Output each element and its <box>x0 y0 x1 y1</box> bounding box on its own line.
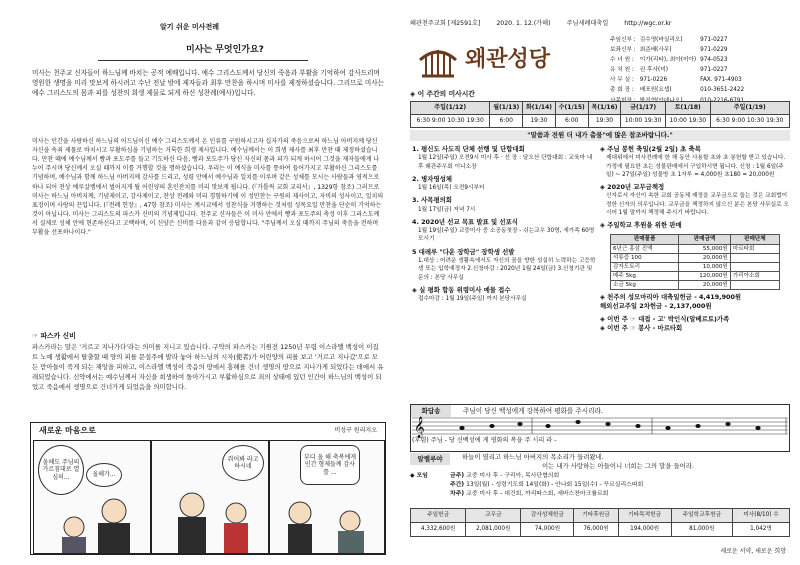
mass-day: 주일(1/12) <box>411 102 490 115</box>
offering-value: 76,000원 <box>574 523 618 537</box>
comic-header <box>31 423 385 439</box>
staff-cell: 010-3651-2422 <box>700 87 745 94</box>
paschal-heading: ☞ 파스카 신비 <box>32 332 76 340</box>
comic-panel-3 <box>269 440 385 554</box>
notice-heading: ◈ 2020년 교무금책정 <box>600 183 665 192</box>
mass-time: 10:00 19:30 <box>621 115 666 128</box>
comic-strip <box>30 422 386 555</box>
alleluia-box <box>410 453 790 471</box>
meeting-detail: 교중 미사 후 - 대건회, 까리따스회, 세바스찬마크률르회 <box>466 491 609 498</box>
notice-heading: 2. 병자영성체 <box>412 174 452 183</box>
staff-cell: 971-0227 <box>700 67 728 74</box>
meetings-heading: ◆ 모임 <box>410 473 428 479</box>
offering-value: 74,000원 <box>521 523 574 537</box>
mass-day: 수(1/15) <box>555 102 588 115</box>
offering-value: 4,332,600원 <box>411 523 466 537</box>
duty-name: ◈ 이번 주 ☞ 대접 <box>600 314 653 323</box>
notice-body: 1월 12일(주일) 오전9시 미사 후 · 선 장 : 달오산 단합대회 : 교육마 내 후 왜관주우회 이니소장 <box>418 155 593 170</box>
offering-name: 해외선교주일 2차헌금 <box>600 302 665 311</box>
mass-time: 19:30 <box>523 115 556 128</box>
offering-header: 기타목적헌금 <box>618 509 671 523</box>
notice-heading: ◈ 실 평화 합동 위령미사 예물 접수 <box>412 285 511 294</box>
notice-heading: 1. 평신도 사도직 단체 선행 및 단합대회 <box>412 145 525 153</box>
offering-value: 81,000원 <box>671 523 732 537</box>
sale-cell: 메주 5kg <box>611 271 679 280</box>
mass-time: 19:30 <box>588 115 621 128</box>
sale-cell: 소금 5kg <box>611 280 679 289</box>
sale-cell: 마르타회 <box>730 244 779 253</box>
staff-cell: 이가(리타), 최아(미아) <box>639 57 697 64</box>
notice-item <box>600 145 790 179</box>
paschal-paragraph: 파스카라는 말은 '거르고 지나가다'라는 의미를 지니고 있습니다. 구약의 파스카는 기원전 1250년 무렵 이스라엘 백성이 이집트 노예 생활에서 탈출할 때 양의 피를 문설주에 발라 놓아 하느님의 시자(使者)가 어린양의 피를 보고 '거르고 지나갔'으로 모든 맏아들이 죽게 되는 재앙을 피하고, 이스라엘 백성이 죽음의 땅에서 홍해를 건너 생명의 땅으로 지나가게 되었다는 데에서 유래되었습니다. 신약에서는 예수님께서 자신을 희생하여 돌아가시고 부활하심으로 죄의 상태에 있던 인간이 하느님의 백성이 되었고 죽음에서 생명으로 건너가게 되었음을 의미합니다. <box>32 343 384 391</box>
notice-item <box>600 183 790 217</box>
sale-cell: 20,000원 <box>679 253 730 262</box>
table-row <box>611 280 780 289</box>
alleluia-verse <box>462 453 694 470</box>
sale-cell <box>730 262 779 271</box>
table-row <box>611 244 780 253</box>
parish-name: 왜관성당 <box>465 46 551 72</box>
sale-table <box>610 234 780 290</box>
offering-line <box>600 302 790 311</box>
offering-line <box>600 293 790 302</box>
sale-header: 판매단체 <box>730 235 779 244</box>
alleluia-line: 하늘이 열리고 하느님 아버지의 목소리가 들려왔네. <box>462 453 604 461</box>
meeting-label: 금주) <box>450 473 467 479</box>
mass-time: 10:00 19:30 <box>665 115 710 128</box>
comic-title: 새로운 마음으로 <box>39 426 96 435</box>
svg-text:𝄞: 𝄞 <box>414 417 425 438</box>
speech-bubble: 부디 올 해 축복에게 인간 형제들께 감사를 ... <box>300 445 360 485</box>
mass-day: 토(1/18) <box>665 102 710 115</box>
music-staff-icon <box>412 414 788 438</box>
title-divider <box>98 60 308 61</box>
footer-slogan: 새로운 서약, 새로운 희망 <box>720 548 786 555</box>
meetings-section <box>410 472 790 499</box>
notice-heading: ◈ 주님 봉헌 축일(2월 2일) 초 축복 <box>600 145 701 153</box>
notices-right-column <box>600 145 790 333</box>
offering-header: 미사(8/10) 수 <box>733 509 790 523</box>
staff-cell: 사 무 실 : <box>610 77 634 84</box>
family-figure-icon <box>270 441 384 553</box>
masthead-line <box>410 20 685 29</box>
issue-date: 2020. 1. 12.(가해) <box>496 20 551 27</box>
notice-heading: ◈ 주일학교 후원을 위한 판매 <box>600 221 682 230</box>
mass-day: 금(1/17) <box>621 102 666 115</box>
staff-cell: 권 후사(미) <box>639 67 668 74</box>
sale-cell: 20,000원 <box>679 280 730 289</box>
sale-cell: 감자도토리 <box>611 262 679 271</box>
notice-item <box>412 175 597 193</box>
staff-cell: 최준배(사무) <box>639 47 672 54</box>
alleluia-line: 이는 내가 사랑하는 아들이니 너희는 그의 말을 들어라. <box>542 461 695 470</box>
meeting-row <box>450 481 790 490</box>
sale-cell <box>730 253 779 262</box>
mass-day: 월(1/13) <box>490 102 523 115</box>
meeting-detail: 13일(월) - 성령기도회 14일(화) - 안나회 15일(수) - 꾸르실리스따회 <box>466 482 644 489</box>
offering-value: 194,000원 <box>618 523 671 537</box>
sale-cell: 석류즙 100 <box>611 253 679 262</box>
staff-row <box>610 46 746 54</box>
notice-body: 1.대상 : 어려운 생활속에서도 자신의 꿈을 향한 성실히 노력하는 고등학생 또는 입학예정자 2.신청마감 : 2020년 1월 24일(금) 3.신청기관 및 문의 : 본당 사무실 <box>418 258 596 281</box>
table-row <box>611 253 780 262</box>
staff-cell: 주임신부 : <box>610 37 636 43</box>
duty-line <box>600 324 790 333</box>
notice-body: 1월 16일(목) 오전9시부터 <box>418 185 485 192</box>
staff-cell: 971-0227 <box>700 37 728 43</box>
mass-schedule-table <box>410 101 790 128</box>
staff-cell: 971-0229 <box>700 47 728 54</box>
staff-cell: 배포원(요셉) <box>639 87 672 94</box>
mass-day: 목(1/16) <box>588 102 621 115</box>
staff-cell: 수 녀 원 : <box>610 57 634 64</box>
body-paragraph: 미사는 인간을 사랑하신 하느님의 어드님이신 예수 그리스도께서 온 인류를 구원하시고자 십자가의 죽음으로써 하느님 아버지께 당신 자신을 속죄 제물로 바치시고 부활하심을 기념하는 거룩한 희생 제사입니다. 예수님께서는 이 희생 제사를 최후 만찬 때 제정하셨습니다. 만찬 때에 예수님께서 빵과 포도주를 들고 기도하신 다음, 빵과 포도주가 당신 자신의 몸과 피가 되게 하시어 그것을 제자들에게 나누어 주시며 당신께서 오실 때까지 이를 거행할 것을 명하셨습니다. 우리는 이 예식을 미사를 통하여 들어가지고 부활하신 그리스도를 기념하며, 예수님과 함께 하느님 아버지께 감사를 드리고, 성령 안에서 예수님과 일치를 이루며 같은 성체를 모시는 사람들과 영적으로 하나 되어 천상 예루살렘에서 벌어지게 될 어린양의 혼인잔치를 미리 맛보게 됩니다. (『가톨릭 교회 교리서』, 1329항 참조) 그러므로 미사는 하느님 아버지께, 기념제이고, 감사제이고, 찬상 전례와 미리 경험하기에 이 성만찬는 구원의 제사이고, 자비의 성사이고, 일치의 표징이며 사랑의 끈입니다. (『전례 헌장』, 47항 참조) 미사는 계시교에서 성찬식을 거행하는 것처럼 성목요일 만찬을 단순히 기억하는 것이 아닙니다. 미사는 그리스도의 파스카 신비의 기념제입니다. 천주교 신자들은 이 미사 안에서 빵과 포도주의 축성 이후 그리스도께서 실제로 성체 안에 현존하신다고 고백하며, 이 신양은 신비를 다음과 같이 응답합니다. "주님께서 오실 때까지 주님의 죽음을 전하며 부활을 선포하나이다." <box>32 138 384 237</box>
issue-number: 왜관천주교회 [제2591호] <box>410 20 481 27</box>
offering-amount: - 2,137,000원 <box>664 302 712 311</box>
offering-value: 1,042명 <box>733 523 790 537</box>
comic-author: 비성구 원리지오 <box>334 427 377 434</box>
notice-banner: "말씀과 전원 더 내가 춤물"에 많은 참조바랍니다." <box>410 130 790 141</box>
right-page <box>400 0 800 565</box>
staff-cell: 총 회 장 : <box>610 87 634 94</box>
mass-time: 6:30 9:00 10:30 19:30 <box>710 115 789 128</box>
staff-row <box>610 76 746 84</box>
speech-bubble: 쥐어봐 라고하시네 <box>222 445 264 481</box>
mass-day: 화(1/14) <box>523 102 556 115</box>
mass-time: 6:00 <box>555 115 588 128</box>
meeting-label: 주간) <box>450 482 467 489</box>
staff-cell: 김수영(바실리오) <box>639 37 683 43</box>
alleluia-tag: 알렐루야 <box>410 453 450 465</box>
offering-header: 기타후원금 <box>574 509 618 523</box>
meeting-label: 차주) <box>450 491 467 498</box>
offering-header: 주일학교후원금 <box>671 509 732 523</box>
harp-logo-icon <box>416 38 460 82</box>
notice-heading: 4. 2020년 선교 목표 발표 및 선포식 <box>412 217 518 226</box>
notice-item <box>412 286 597 304</box>
notice-body: 신자로서 자신이 속한 교회 공동체 재정을 교무금으로 돕는 것은 교회법이 정한 신자의 의무입니다. 교무금을 책정하지 않으신 분은 본당 사무실로 오시어 1월 말까지 책정해 주시기 바랍니다. <box>606 193 789 216</box>
duty-group: - 고' 박인식(알베르토)가족 <box>652 314 730 323</box>
staff-directory <box>608 34 748 107</box>
offering-header: 교무금 <box>466 509 521 523</box>
table-row <box>611 271 780 280</box>
notice-item <box>412 248 597 282</box>
speech-bubble: 올해도 주님의 가르침대로 열심히... <box>38 445 84 495</box>
series-title: 알기 쉬운 미사전례 <box>160 23 219 31</box>
sale-header: 판매금액 <box>679 235 730 244</box>
offering-table <box>410 508 790 537</box>
staff-row <box>610 36 746 44</box>
offering-name: ◈ 천주의 성모마리아 대축일헌금 <box>600 293 695 302</box>
mass-schedule-heading: ◈ 이 주간의 미사시간 <box>410 90 475 98</box>
psalm-tag: 화답송 <box>411 405 451 417</box>
mass-day: 주일(1/19) <box>710 102 789 115</box>
notice-item <box>600 221 790 230</box>
mass-time: 6:30 9:00 10:30 19:30 <box>411 115 490 128</box>
notice-item <box>412 145 597 171</box>
duty-group: - 마르타회 <box>652 323 683 332</box>
sale-cell: 120,000원 <box>679 271 730 280</box>
meeting-detail: 교중 미사 후 - 구리아, 목사단협의회 <box>466 473 560 479</box>
staff-row <box>610 86 746 94</box>
notice-body: 접수마감 : 1월 19일(주일) 까지 본당사무실 <box>418 296 527 303</box>
duty-name: ◈ 이번 주 ☞ 봉사 <box>600 323 653 332</box>
parishioner-figure-icon <box>152 441 268 553</box>
staff-cell: 971-0226 <box>639 77 668 84</box>
notice-item <box>412 196 597 214</box>
offering-header: 감사성체헌금 <box>521 509 574 523</box>
meeting-row <box>450 472 790 481</box>
offering-amount: - 4,419,900원 <box>694 293 742 302</box>
notice-body: 제대위에서 미사전례에 한 해 동안 사용할 초와 초 봉헌할 받고 있습니다. 가정에 필요한 초는 성물판매에서 구입하시면 됩니다. 신청 : 1월 6일(주일) ~ 27일(주일) 성물방 초 1자루 = 4,000원 초180 = 20,000원 <box>606 155 786 178</box>
table-row <box>611 262 780 271</box>
sale-cell: 10,000원 <box>679 262 730 271</box>
parish-logo <box>410 36 590 92</box>
offering-header: 주일헌금 <box>411 509 466 523</box>
feast-name: 주님세례대축일 <box>566 20 609 27</box>
notice-body: 1월 19일(주일) 교중미사 중 소공동첫장 - 쉬는교우 30명, 새가족 60명 모시기 <box>418 228 595 243</box>
comic-panel-2 <box>151 440 269 554</box>
notice-item <box>412 218 597 244</box>
notice-heading: 3. 사목평의회 <box>412 196 452 205</box>
sale-cell <box>730 280 779 289</box>
staff-cell: 974-0523 <box>700 57 728 64</box>
duty-line <box>600 315 790 324</box>
staff-cell: 유 치 원 : <box>610 67 634 74</box>
sale-header: 판매물품 <box>611 235 679 244</box>
notices-left-column <box>412 145 597 307</box>
article-title: 미사는 무엇인가요? <box>186 45 264 55</box>
intro-paragraph: 미사는 천주교 신자들이 하느님께 바치는 공적 예배입니다. 예수 그리스도께서 당신의 죽음과 부활을 기억하여 감사드리며 영원한 생명을 미리 맛보게 하시려고 수난 전날 밤에 제자들과 최후 만찬을 하시며 미사를 제정하셨습니다. 그리므로 미사는 예수 그리스도의 몸과 피를 성찬의 희생 제물로 되게 하신 성찬례(예사)입니다. <box>32 69 385 98</box>
notice-heading: 5 대레루 "다운 장학금" 장학생 선발 <box>412 247 515 256</box>
staff-cell: FAX. 971-4903 <box>700 77 742 84</box>
notice-body: 1월 17일(금) 저녁 7시 <box>418 206 476 213</box>
offering-value: 2,081,000원 <box>466 523 521 537</box>
priest-figure-icon <box>34 441 150 553</box>
sale-cell: 55,000원 <box>679 244 730 253</box>
psalm-lyrics: (후렴) 주님 - 당 신백성에 게 평화의 복을 주 시리 라 - <box>412 437 557 444</box>
psalm-verse: 주님이 당신 백성에게 강복하여 평화를 주시리라. <box>463 407 603 415</box>
meeting-row <box>450 490 790 499</box>
comic-panel-1 <box>33 440 151 554</box>
staff-row <box>610 66 746 74</box>
speech-bubble: 올해가... <box>86 463 122 487</box>
sale-cell: 가리아소회 <box>730 271 779 280</box>
staff-row <box>610 56 746 64</box>
mass-time: 6:00 <box>490 115 523 128</box>
staff-cell: 보좌신부 : <box>610 47 636 54</box>
website-url: http://wgc.or.kr <box>624 20 672 27</box>
sale-cell: 6년근 홍삼 진액 <box>611 244 679 253</box>
